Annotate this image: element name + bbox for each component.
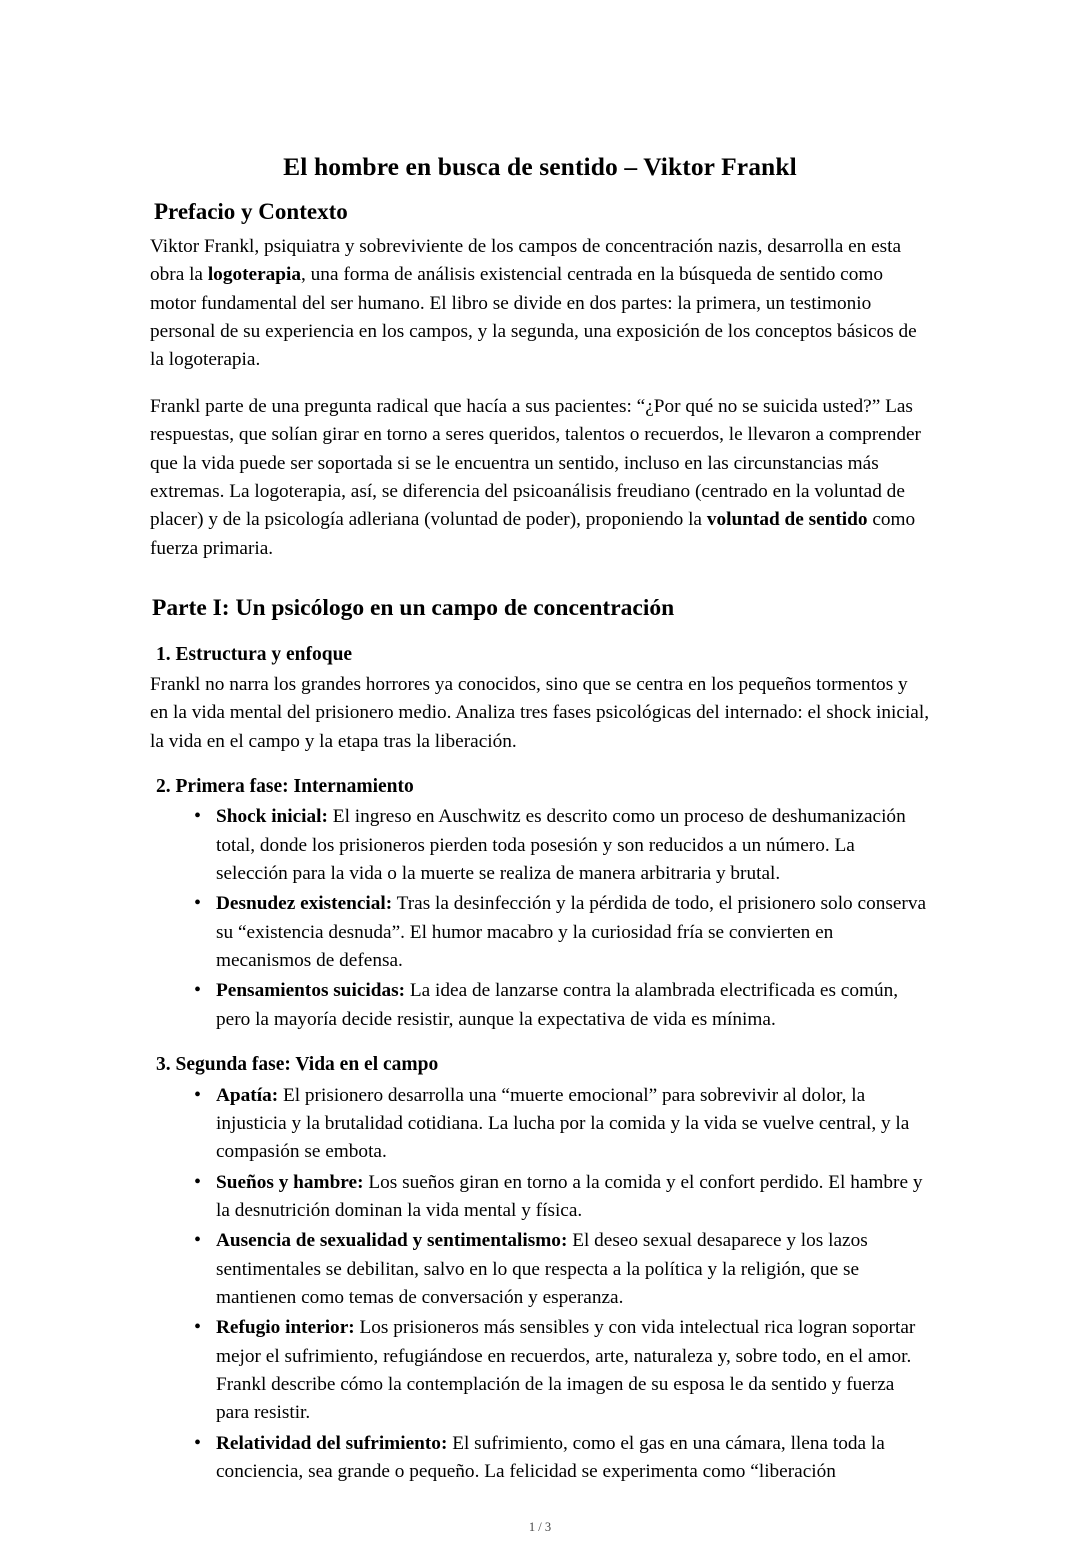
list-item-term: Relatividad del sufrimiento:: [216, 1432, 448, 1454]
list-item-text: Los prisioneros más sensibles y con vida intelectual rica logran soportar mejor el sufrimiento, refugiándose en recuerdos, arte, naturaleza y, sobre todo, en el amor. Frankl describe cómo la contemplación de la imagen de su esposa le da sentido y fuerza para resistir.: [216, 1317, 916, 1424]
list-item-term: Apatía:: [216, 1084, 279, 1106]
list-item-text: El ingreso en Auschwitz es descrito como un proceso de deshumanización total, donde los prisioneros pierden toda posesión y son reducidos a un número. La selección para la vida o la muerte se realiza de manera arbitraria y brutal.: [216, 806, 906, 885]
paragraph-preface-2: [150, 393, 930, 563]
list-item: [198, 1227, 930, 1312]
list-item-term: Shock inicial:: [216, 806, 328, 828]
list-item: [198, 1082, 930, 1167]
bullet-list-primera-fase: [150, 803, 930, 1034]
term-voluntad-de-sentido: voluntad de sentido: [706, 509, 868, 531]
list-item-term: Refugio interior:: [216, 1317, 355, 1339]
page-number-footer: 1 / 3: [528, 1519, 552, 1534]
list-item-text: Los sueños giran en torno a la comida y el confort perdido. El hambre y la desnutrición dominan la vida mental y física.: [216, 1171, 923, 1221]
list-item-text: El prisionero desarrolla una “muerte emocional” para sobrevivir al dolor, la injusticia y la brutalidad cotidiana. La lucha por la comida y la vida se vuelve central, y la compasión se embota.: [216, 1084, 910, 1163]
list-item: [198, 890, 930, 975]
bullet-list-segunda-fase: [150, 1082, 930, 1487]
heading-estructura-y-enfoque: 1. Estructura y enfoque: [156, 643, 353, 665]
heading-segunda-fase: 3. Segunda fase: Vida en el campo: [156, 1054, 439, 1076]
list-item-term: Ausencia de sexualidad y sentimentalismo:: [216, 1230, 568, 1252]
list-item-term: Pensamientos suicidas:: [216, 980, 406, 1002]
heading-prefacio-y-contexto: Prefacio y Contexto: [154, 199, 348, 225]
paragraph-preface-1: [150, 233, 930, 375]
list-item: [198, 1169, 930, 1226]
list-item: [198, 977, 930, 1034]
paragraph-preface-1-text-a: Viktor Frankl, psiquiatra y sobreviviente de los campos de concentración nazis, desarrolla en esta obra la: [150, 236, 902, 286]
list-item: [198, 803, 930, 888]
heading-primera-fase: 2. Primera fase: Internamiento: [156, 775, 414, 797]
list-item-text: El sufrimiento, como el gas en una cámara, llena toda la conciencia, sea grande o pequeño. La felicidad se experimenta como “liberación: [216, 1432, 885, 1483]
paragraph-preface-1-text-b: , una forma de análisis existencial centrada en la búsqueda de sentido como motor fundamental del ser humano. El libro se divide en dos partes: la primera, un testimonio personal de su experiencia en los campos, y la segunda, una exposición de los conceptos básicos de la logoterapia.: [150, 264, 917, 371]
term-logoterapia: logoterapia: [207, 264, 302, 286]
list-item-text: El deseo sexual desaparece y los lazos sentimentales se debilitan, salvo en lo que respecta a la política y la religión, que se mantienen como temas de conversación y esperanza.: [216, 1230, 868, 1309]
list-item-term: Desnudez existencial:: [216, 893, 393, 915]
list-item: [198, 1314, 930, 1427]
paragraph-preface-2-text-b: como fuerza primaria.: [150, 509, 916, 559]
list-item: [198, 1430, 930, 1487]
paragraph-estructura-y-enfoque: Frankl no narra los grandes horrores ya conocidos, sino que se centra en los pequeños tormentos y en la vida mental del prisionero medio. Analiza tres fases psicológicas del internado: el shock inicial, la vida en el campo y la etapa tras la liberación.: [150, 673, 930, 752]
paragraph-preface-2-text-a: Frankl parte de una pregunta radical que hacía a sus pacientes: “¿Por qué no se suicida usted?” Las respuestas, que solían girar en torno a seres queridos, talentos o recuerdos, le llevaron a comprender que la vida puede ser soportada si se le encuentra un sentido, incluso en las circunstancias más extremas. La logoterapia, así, se diferencia del psicoanálisis freudiano (centrado en la voluntad de placer) y de la psicología adleriana (voluntad de poder), proponiendo la: [150, 395, 921, 531]
list-item-text: La idea de lanzarse contra la alambrada electrificada es común, pero la mayoría decide resistir, aunque la expectativa de vida es mínima.: [216, 980, 899, 1030]
list-item-text: Tras la desinfección y la pérdida de todo, el prisionero solo conserva su “existencia desnuda”. El humor macabro y la curiosidad fría se convierten en mecanismos de defensa.: [216, 893, 927, 972]
heading-parte-i: Parte I: Un psicólogo en un campo de concentración: [152, 594, 675, 621]
page-title: El hombre en busca de sentido – Viktor Frankl: [283, 152, 797, 181]
list-item-term: Sueños y hambre:: [216, 1171, 364, 1193]
